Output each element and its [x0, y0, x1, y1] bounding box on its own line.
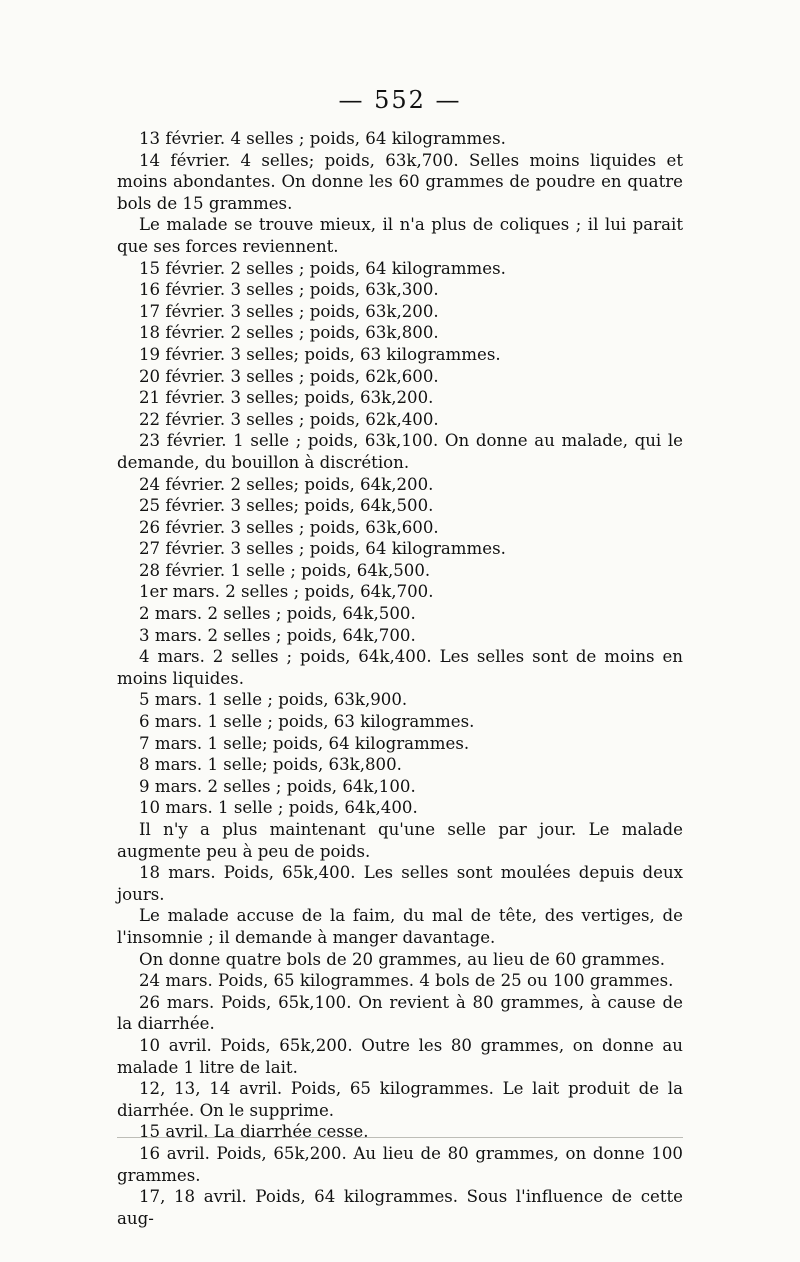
text-paragraph: 7 mars. 1 selle; poids, 64 kilogrammes.	[139, 733, 470, 753]
text-paragraph: 5 mars. 1 selle ; poids, 63k,900.	[139, 690, 408, 710]
text-paragraph: 18 mars. Poids, 65k,400. Les selles sont moulées depuis deux jours.	[117, 863, 683, 904]
text-paragraph: 2 mars. 2 selles ; poids, 64k,500.	[139, 604, 416, 624]
text-paragraph: 18 février. 2 selles ; poids, 63k,800.	[139, 323, 439, 343]
text-paragraph: 20 février. 3 selles ; poids, 62k,600.	[139, 366, 439, 386]
text-paragraph: Le malade se trouve mieux, il n'a plus de coliques ; il lui parait que ses forces reviennent.	[117, 215, 683, 256]
text-paragraph: Il n'y a plus maintenant qu'une selle par jour. Le malade augmente peu à peu de poids.	[117, 820, 683, 861]
text-paragraph: 25 février. 3 selles; poids, 64k,500.	[139, 496, 434, 516]
text-paragraph: 16 février. 3 selles ; poids, 63k,300.	[139, 280, 439, 300]
text-paragraph: 17, 18 avril. Poids, 64 kilogrammes. Sous l'influence de cette aug-	[117, 1187, 683, 1228]
text-paragraph: 26 février. 3 selles ; poids, 63k,600.	[139, 517, 439, 537]
text-paragraph: 21 février. 3 selles; poids, 63k,200.	[139, 388, 434, 408]
text-paragraph: 27 février. 3 selles ; poids, 64 kilogrammes.	[139, 539, 506, 559]
text-paragraph: Le malade accuse de la faim, du mal de tête, des vertiges, de l'insomnie ; il demande à manger davantage.	[117, 906, 683, 947]
text-paragraph: 16 avril. Poids, 65k,200. Au lieu de 80 grammes, on donne 100 grammes.	[117, 1143, 683, 1185]
text-paragraph: 10 mars. 1 selle ; poids, 64k,400.	[139, 798, 418, 818]
text-paragraph: 28 février. 1 selle ; poids, 64k,500.	[139, 560, 431, 580]
text-paragraph: 24 février. 2 selles; poids, 64k,200.	[139, 474, 434, 494]
text-paragraph: 19 février. 3 selles; poids, 63 kilogrammes.	[139, 344, 501, 364]
bleed-through-rule	[117, 1137, 683, 1138]
text-paragraph: 14 février. 4 selles; poids, 63k,700. Selles moins liquides et moins abondantes. On donne les 60 grammes de poudre en quatre bols de 15 grammes.	[117, 150, 683, 213]
text-paragraph: 12, 13, 14 avril. Poids, 65 kilogrammes. Le lait produit de la diarrhée. On le supprime.	[117, 1079, 683, 1120]
text-paragraph: 15 février. 2 selles ; poids, 64 kilogrammes.	[139, 258, 506, 278]
text-paragraph: 4 mars. 2 selles ; poids, 64k,400. Les selles sont de moins en moins liquides.	[117, 647, 683, 688]
text-block	[117, 128, 683, 1229]
text-paragraph: 1er mars. 2 selles ; poids, 64k,700.	[139, 582, 434, 602]
text-paragraph: 9 mars. 2 selles ; poids, 64k,100.	[139, 776, 416, 796]
text-paragraph: 23 février. 1 selle ; poids, 63k,100. On donne au malade, qui le demande, du bouillon à discrétion.	[117, 431, 683, 472]
text-paragraph: 24 mars. Poids, 65 kilogrammes. 4 bols de 25 ou 100 grammes.	[139, 971, 674, 991]
text-paragraph: 3 mars. 2 selles ; poids, 64k,700.	[139, 625, 416, 645]
page-number: — 552 —	[338, 86, 462, 114]
text-paragraph: 6 mars. 1 selle ; poids, 63 kilogrammes.	[139, 712, 475, 732]
text-paragraph: 10 avril. Poids, 65k,200. Outre les 80 grammes, on donne au malade 1 litre de lait.	[117, 1035, 683, 1077]
text-paragraph: 8 mars. 1 selle; poids, 63k,800.	[139, 755, 402, 775]
text-paragraph: 15 avril. La diarrhée cesse.	[139, 1122, 369, 1142]
text-paragraph: 13 février. 4 selles ; poids, 64 kilogrammes.	[139, 129, 506, 148]
text-paragraph: On donne quatre bols de 20 grammes, au lieu de 60 grammes.	[139, 949, 666, 969]
text-paragraph: 17 février. 3 selles ; poids, 63k,200.	[139, 301, 439, 321]
text-paragraph: 22 février. 3 selles ; poids, 62k,400.	[139, 409, 439, 429]
text-paragraph: 26 mars. Poids, 65k,100. On revient à 80 grammes, à cause de la diarrhée.	[117, 992, 683, 1034]
